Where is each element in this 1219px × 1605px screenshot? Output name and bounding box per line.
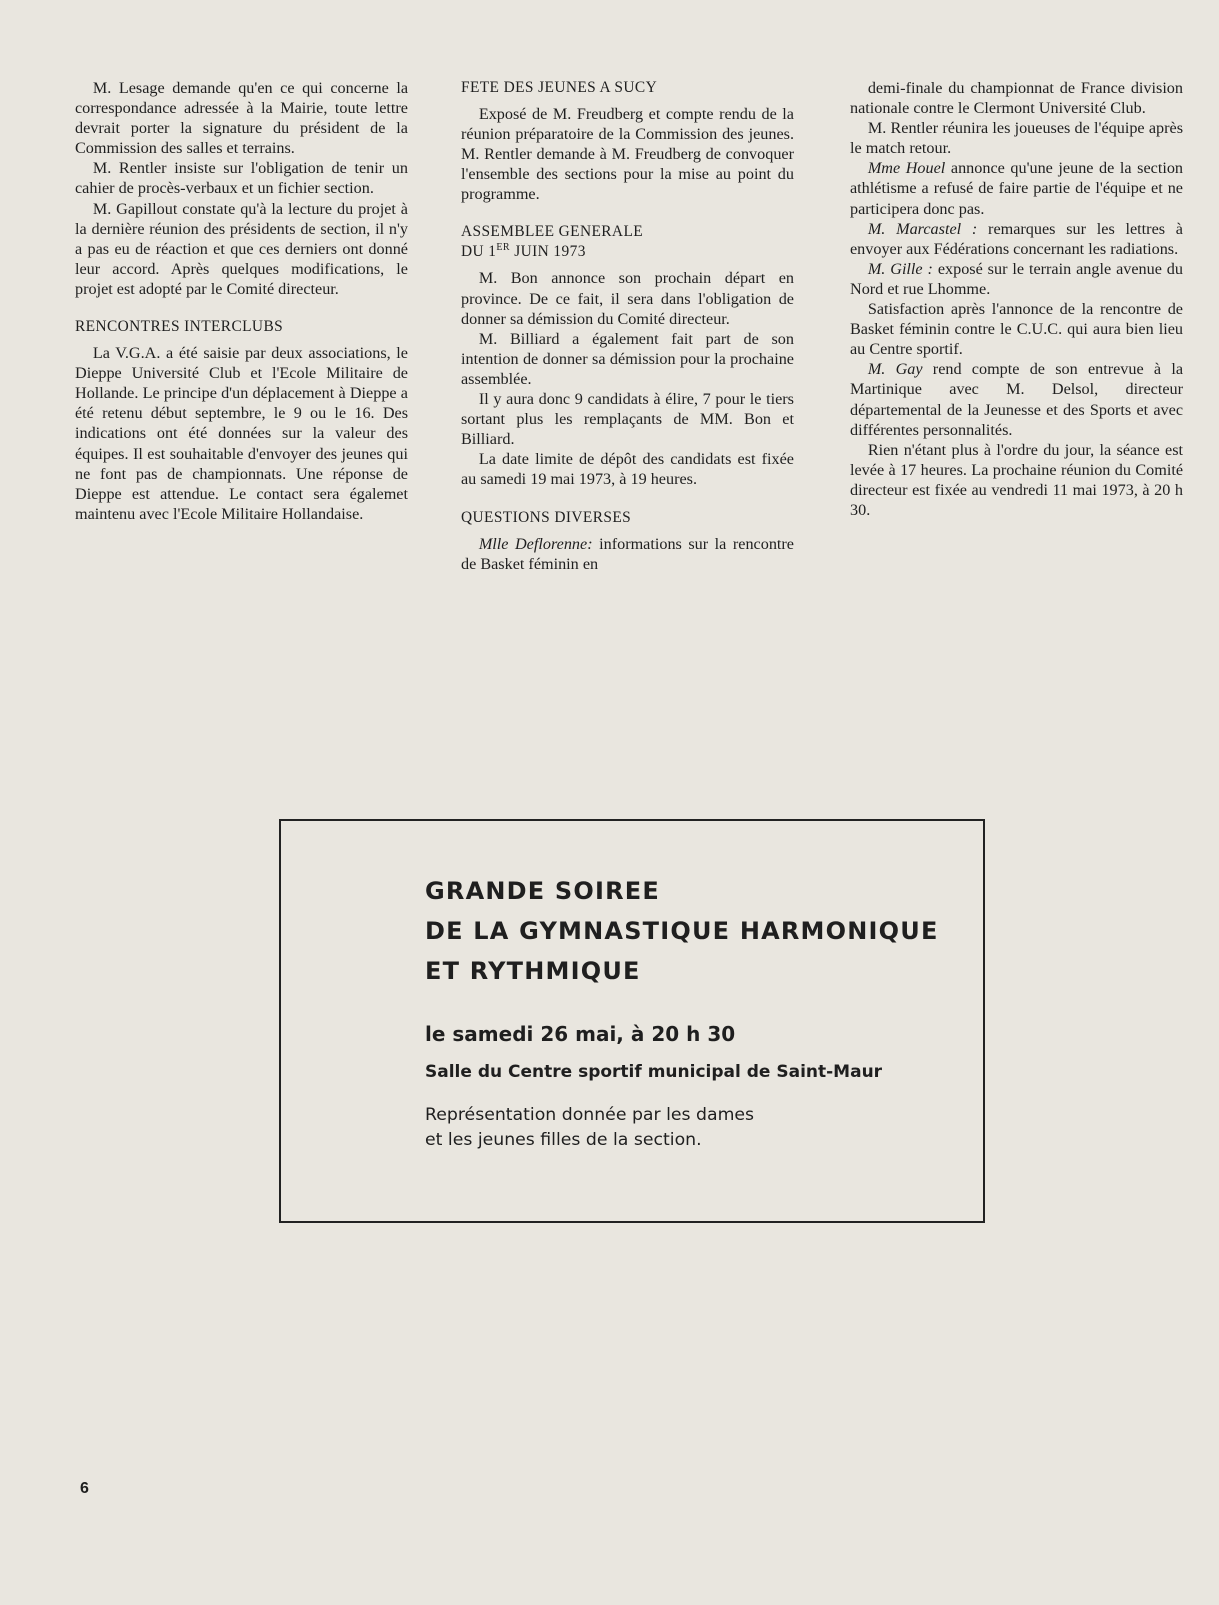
article-paragraph: Satisfaction après l'annonce de la rencontre de Basket féminin contre le C.U.C. qui aura bien lieu au Centre sportif.	[850, 300, 1183, 359]
announcement-description-line-1: Représentation donnée par les dames	[425, 1105, 755, 1125]
article-paragraph: M. Rentler insiste sur l'obligation de tenir un cahier de procès-verbaux et un fichier section.	[75, 159, 408, 198]
article-paragraph: Il y aura donc 9 candidats à élire, 7 pour le tiers sortant plus les remplaçants de MM. Bon et Billiard.	[461, 390, 794, 449]
paragraph-text: remarques sur les lettres à envoyer aux Fédérations concernant les radiations.	[850, 219, 1183, 258]
ordinal-superscript: ER	[496, 242, 510, 254]
announcement-description	[425, 1103, 965, 1153]
speaker-name: Mlle Deflorenne:	[478, 534, 593, 553]
announcement-title-line-2: DE LA GYMNASTIQUE HARMONIQUE	[425, 917, 939, 945]
announcement-title	[425, 871, 965, 991]
article-paragraph: La V.G.A. a été saisie par deux associations, le Dieppe Université Club et l'Ecole Militaire de Hollande. Le principe d'un déplacement à Dieppe a été retenu début septembre, le 9 ou le 16. Des indications ont été données sur la valeur des équipes. Il est souhaitable d'envoyer des jeunes qui ne font pas de championnats. Une réponse de Dieppe est attendue. Le contact sera égalemet maintenu avec l'Ecole Militaire Hollandaise.	[75, 344, 408, 523]
section-heading-line: ASSEMBLEE GENERALE	[461, 223, 644, 241]
paragraph-text: rend compte de son entrevue à la Martinique avec M. Delsol, directeur départemental de la Jeunesse et des Sports et avec différentes personnalités.	[850, 360, 1184, 439]
article-paragraph: La date limite de dépôt des candidats est fixée au samedi 19 mai 1973, à 19 heures.	[461, 450, 794, 489]
paragraph-text: annonce qu'une jeune de la section athlétisme a refusé de faire partie de l'équipe et ne participera donc pas.	[850, 159, 1184, 218]
speaker-name: M. Gay	[867, 360, 923, 379]
article-paragraph: demi-finale du championnat de France division nationale contre le Clermont Université Club.	[850, 79, 1183, 118]
article-paragraph: M. Gapillout constate qu'à la lecture du projet à la dernière réunion des présidents de section, il n'y a pas eu de réaction et que ces derniers ont donné leur accord. Après quelques modifications, le projet est adopté par le Comité directeur.	[75, 199, 408, 298]
announcement-content	[425, 871, 965, 1153]
paragraph-text: informations sur la rencontre de Basket féminin en	[461, 534, 794, 573]
article-paragraph: M. Rentler réunira les joueuses de l'équipe après le match retour.	[850, 119, 1183, 158]
article-paragraph: M. Bon annonce son prochain départ en province. De ce fait, il sera dans l'obligation de donner sa démission du Comité directeur.	[461, 269, 794, 328]
section-heading: QUESTIONS DIVERSES	[461, 508, 632, 526]
speaker-name: M. Gille :	[867, 259, 933, 278]
article-column-middle	[461, 78, 794, 574]
event-announcement-box	[279, 819, 985, 1223]
article-paragraph	[850, 158, 1183, 218]
section-heading-date-suffix: JUIN 1973	[509, 243, 586, 261]
section-heading-date-prefix: DU 1	[461, 243, 497, 261]
section-heading: RENCONTRES INTERCLUBS	[75, 318, 284, 336]
article-column-right	[850, 78, 1183, 520]
announcement-venue: Salle du Centre sportif municipal de Saint-Maur	[425, 1062, 883, 1082]
article-paragraph	[850, 359, 1183, 439]
speaker-name: M. Marcastel :	[867, 219, 978, 238]
page-number: 6	[80, 1480, 89, 1497]
announcement-title-line-3: ET RYTHMIQUE	[425, 957, 641, 985]
article-column-left	[75, 78, 408, 524]
article-paragraph: Rien n'étant plus à l'ordre du jour, la séance est levée à 17 heures. La prochaine réunion du Comité directeur est fixée au vendredi 11 mai 1973, à 20 h 30.	[850, 440, 1183, 519]
section-heading	[461, 222, 794, 262]
paragraph-text: exposé sur le terrain angle avenue du Nord et rue Lhomme.	[850, 259, 1183, 298]
article-paragraph: Exposé de M. Freudberg et compte rendu de la réunion préparatoire de la Commission des jeunes. M. Rentler demande à M. Freudberg de convoquer l'ensemble des sections pour la mise au point du programme.	[461, 105, 794, 204]
announcement-title-line-1: GRANDE SOIREE	[425, 877, 660, 905]
article-paragraph	[850, 219, 1183, 259]
announcement-description-line-2: et les jeunes filles de la section.	[425, 1130, 702, 1150]
article-paragraph	[461, 534, 794, 574]
speaker-name: Mme Houel	[867, 159, 946, 178]
article-paragraph: M. Billiard a également fait part de son intention de donner sa démission pour la prochaine assemblée.	[461, 329, 794, 388]
announcement-date: le samedi 26 mai, à 20 h 30	[425, 1022, 736, 1046]
article-paragraph	[850, 259, 1183, 299]
section-heading: FETE DES JEUNES A SUCY	[461, 79, 658, 96]
article-paragraph: M. Lesage demande qu'en ce qui concerne la correspondance adressée à la Mairie, toute lettre devrait porter la signature du président de la Commission des salles et terrains.	[75, 79, 408, 158]
